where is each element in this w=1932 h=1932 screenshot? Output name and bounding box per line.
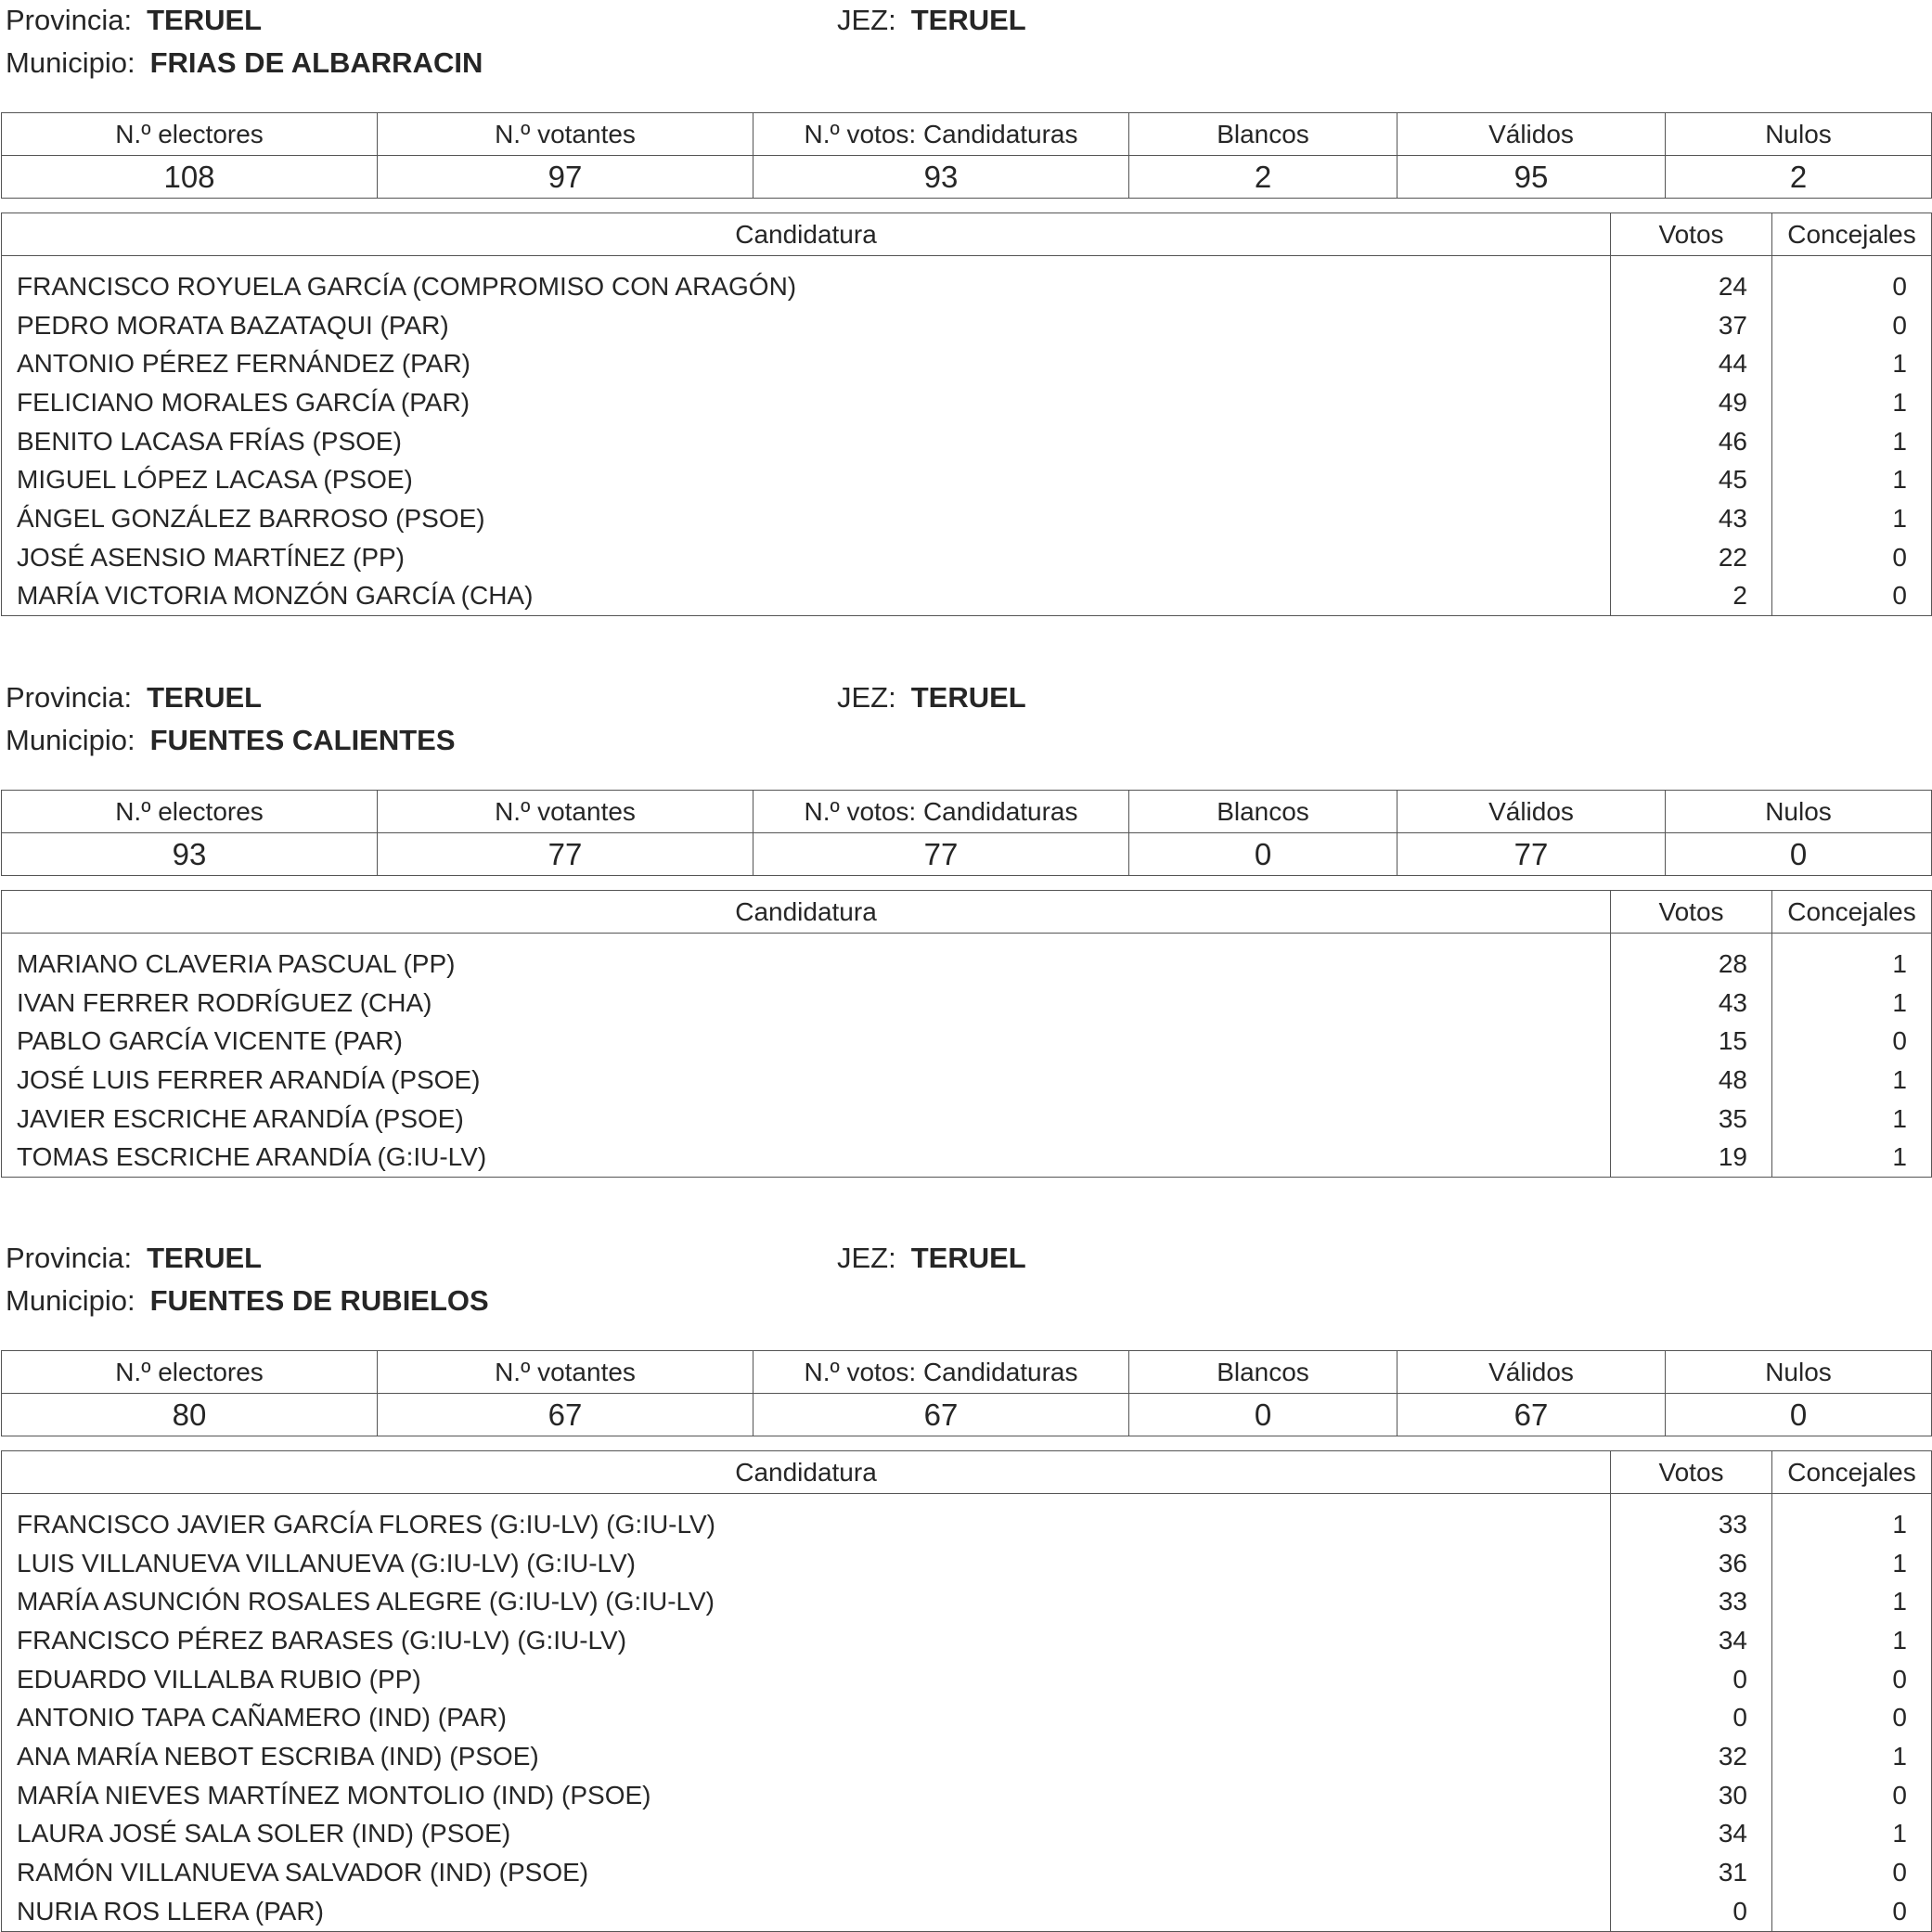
table-row (2, 1853, 1932, 1892)
candidatura-header: Candidatura (2, 1451, 1611, 1494)
table-row (2, 306, 1932, 345)
votos-candidaturas-value: 93 (753, 156, 1129, 199)
candidate-name: ANA MARÍA NEBOT ESCRIBA (IND) (PSOE) (2, 1737, 1611, 1776)
table-row (2, 1621, 1932, 1660)
candidate-votos: 0 (1611, 1660, 1772, 1699)
candidate-votos: 30 (1611, 1776, 1772, 1815)
candidaturas-table (1, 1450, 1932, 1932)
validos-value: 77 (1397, 833, 1666, 876)
candidate-votos: 31 (1611, 1853, 1772, 1892)
table-row (2, 1698, 1932, 1737)
candidate-concejales: 0 (1772, 577, 1932, 616)
candidate-name: RAMÓN VILLANUEVA SALVADOR (IND) (PSOE) (2, 1853, 1611, 1892)
provincia-line (6, 1242, 262, 1275)
votantes-header: N.º votantes (378, 113, 753, 156)
candidate-votos: 43 (1611, 984, 1772, 1023)
table-row (2, 1737, 1932, 1776)
provincia-line (6, 4, 262, 37)
candidate-name: JOSÉ ASENSIO MARTÍNEZ (PP) (2, 538, 1611, 577)
candidate-votos: 24 (1611, 267, 1772, 306)
candidate-votos: 28 (1611, 945, 1772, 984)
candidate-concejales: 0 (1772, 1776, 1932, 1815)
blancos-header: Blancos (1129, 1351, 1397, 1394)
candidate-votos: 46 (1611, 422, 1772, 461)
candidate-name: LAURA JOSÉ SALA SOLER (IND) (PSOE) (2, 1815, 1611, 1854)
candidate-name: FRANCISCO JAVIER GARCÍA FLORES (G:IU-LV) (G:IU-LV) (2, 1505, 1611, 1544)
provincia-value: TERUEL (147, 1242, 263, 1274)
table-row (2, 1892, 1932, 1931)
table-row (2, 499, 1932, 538)
candidate-concejales: 0 (1772, 306, 1932, 345)
candidate-votos: 0 (1611, 1698, 1772, 1737)
table-row (2, 1660, 1932, 1699)
table-row (2, 577, 1932, 616)
nulos-value: 0 (1666, 1394, 1932, 1436)
table-row (2, 1138, 1932, 1177)
blancos-header: Blancos (1129, 791, 1397, 833)
table-row (2, 1061, 1932, 1100)
votos-header: Votos (1611, 213, 1772, 256)
electores-value: 93 (2, 833, 378, 876)
votantes-header: N.º votantes (378, 791, 753, 833)
candidate-votos: 49 (1611, 383, 1772, 422)
candidate-name: MIGUEL LÓPEZ LACASA (PSOE) (2, 460, 1611, 499)
electores-header: N.º electores (2, 1351, 378, 1394)
validos-header: Válidos (1397, 113, 1666, 156)
candidate-concejales: 0 (1772, 1853, 1932, 1892)
votos-candidaturas-header: N.º votos: Candidaturas (753, 113, 1129, 156)
concejales-header: Concejales (1772, 891, 1932, 934)
jez-line (837, 4, 1026, 37)
jez-label: JEZ: (837, 4, 896, 36)
candidate-concejales: 1 (1772, 1621, 1932, 1660)
candidate-votos: 22 (1611, 538, 1772, 577)
jez-line (837, 681, 1026, 715)
candidate-name: MARÍA VICTORIA MONZÓN GARCÍA (CHA) (2, 577, 1611, 616)
electores-value: 108 (2, 156, 378, 199)
jez-value: TERUEL (910, 1242, 1026, 1274)
candidate-concejales: 0 (1772, 1892, 1932, 1931)
candidate-votos: 35 (1611, 1100, 1772, 1139)
provincia-label: Provincia: (6, 1242, 133, 1274)
candidate-concejales: 1 (1772, 1582, 1932, 1621)
table-row (2, 538, 1932, 577)
table-row (2, 984, 1932, 1023)
candidate-name: TOMAS ESCRICHE ARANDÍA (G:IU-LV) (2, 1138, 1611, 1177)
table-row (2, 344, 1932, 383)
candidatura-header: Candidatura (2, 891, 1611, 934)
votos-candidaturas-value: 77 (753, 833, 1129, 876)
nulos-value: 0 (1666, 833, 1932, 876)
table-row (2, 945, 1932, 984)
candidate-concejales: 1 (1772, 984, 1932, 1023)
candidate-votos: 15 (1611, 1022, 1772, 1061)
candidate-name: FRANCISCO ROYUELA GARCÍA (COMPROMISO CON ARAGÓN) (2, 267, 1611, 306)
candidate-votos: 43 (1611, 499, 1772, 538)
candidate-votos: 45 (1611, 460, 1772, 499)
nulos-header: Nulos (1666, 113, 1932, 156)
candidate-votos: 37 (1611, 306, 1772, 345)
municipio-value: FRIAS DE ALBARRACIN (149, 46, 483, 79)
candidate-name: IVAN FERRER RODRÍGUEZ (CHA) (2, 984, 1611, 1023)
table-row (2, 1022, 1932, 1061)
candidate-votos: 32 (1611, 1737, 1772, 1776)
candidaturas-table (1, 890, 1932, 1178)
candidate-votos: 34 (1611, 1621, 1772, 1660)
candidate-votos: 36 (1611, 1544, 1772, 1583)
table-row (2, 422, 1932, 461)
votos-candidaturas-header: N.º votos: Candidaturas (753, 1351, 1129, 1394)
candidate-concejales: 1 (1772, 383, 1932, 422)
nulos-header: Nulos (1666, 1351, 1932, 1394)
table-row (2, 1505, 1932, 1544)
candidate-name: BENITO LACASA FRÍAS (PSOE) (2, 422, 1611, 461)
table-row (2, 1582, 1932, 1621)
municipio-line (6, 1284, 489, 1318)
candidate-name: PABLO GARCÍA VICENTE (PAR) (2, 1022, 1611, 1061)
concejales-header: Concejales (1772, 213, 1932, 256)
blancos-value: 0 (1129, 833, 1397, 876)
table-row (2, 383, 1932, 422)
votos-header: Votos (1611, 1451, 1772, 1494)
candidate-name: FRANCISCO PÉREZ BARASES (G:IU-LV) (G:IU-LV) (2, 1621, 1611, 1660)
municipio-value: FUENTES CALIENTES (149, 724, 456, 756)
votantes-value: 97 (378, 156, 753, 199)
municipio-line (6, 724, 456, 757)
candidate-votos: 48 (1611, 1061, 1772, 1100)
candidate-name: MARÍA ASUNCIÓN ROSALES ALEGRE (G:IU-LV) (G:IU-LV) (2, 1582, 1611, 1621)
validos-value: 95 (1397, 156, 1666, 199)
municipio-value: FUENTES DE RUBIELOS (149, 1284, 489, 1317)
jez-label: JEZ: (837, 681, 896, 714)
municipio-label: Municipio: (6, 724, 135, 756)
candidatura-header: Candidatura (2, 213, 1611, 256)
nulos-header: Nulos (1666, 791, 1932, 833)
table-row (2, 267, 1932, 306)
validos-header: Válidos (1397, 1351, 1666, 1394)
table-row (2, 1815, 1932, 1854)
votantes-value: 77 (378, 833, 753, 876)
validos-header: Válidos (1397, 791, 1666, 833)
votos-candidaturas-value: 67 (753, 1394, 1129, 1436)
provincia-value: TERUEL (147, 4, 263, 36)
candidate-concejales: 1 (1772, 1100, 1932, 1139)
candidate-votos: 44 (1611, 344, 1772, 383)
validos-value: 67 (1397, 1394, 1666, 1436)
votos-header: Votos (1611, 891, 1772, 934)
jez-label: JEZ: (837, 1242, 896, 1274)
jez-value: TERUEL (910, 4, 1026, 36)
candidate-name: ANTONIO PÉREZ FERNÁNDEZ (PAR) (2, 344, 1611, 383)
candidate-concejales: 1 (1772, 1138, 1932, 1177)
candidate-concejales: 1 (1772, 945, 1932, 984)
municipio-label: Municipio: (6, 46, 135, 79)
candidate-votos: 33 (1611, 1582, 1772, 1621)
votos-candidaturas-header: N.º votos: Candidaturas (753, 791, 1129, 833)
candidate-concejales: 0 (1772, 1022, 1932, 1061)
candidate-concejales: 1 (1772, 344, 1932, 383)
jez-line (837, 1242, 1026, 1275)
candidate-concejales: 1 (1772, 1544, 1932, 1583)
candidate-concejales: 1 (1772, 422, 1932, 461)
candidate-votos: 34 (1611, 1815, 1772, 1854)
candidate-name: ÁNGEL GONZÁLEZ BARROSO (PSOE) (2, 499, 1611, 538)
candidate-name: ANTONIO TAPA CAÑAMERO (IND) (PAR) (2, 1698, 1611, 1737)
electores-header: N.º electores (2, 113, 378, 156)
candidate-concejales: 1 (1772, 499, 1932, 538)
provincia-label: Provincia: (6, 4, 133, 36)
jez-value: TERUEL (910, 681, 1026, 714)
candidate-concejales: 0 (1772, 267, 1932, 306)
candidate-name: JAVIER ESCRICHE ARANDÍA (PSOE) (2, 1100, 1611, 1139)
concejales-header: Concejales (1772, 1451, 1932, 1494)
candidate-concejales: 0 (1772, 538, 1932, 577)
table-row (2, 1544, 1932, 1583)
candidate-name: PEDRO MORATA BAZATAQUI (PAR) (2, 306, 1611, 345)
provincia-label: Provincia: (6, 681, 133, 714)
candidate-votos: 0 (1611, 1892, 1772, 1931)
candidate-votos: 2 (1611, 577, 1772, 616)
candidate-name: JOSÉ LUIS FERRER ARANDÍA (PSOE) (2, 1061, 1611, 1100)
blancos-value: 2 (1129, 156, 1397, 199)
candidate-name: MARÍA NIEVES MARTÍNEZ MONTOLIO (IND) (PSOE) (2, 1776, 1611, 1815)
stats-table (1, 112, 1932, 199)
candidate-concejales: 1 (1772, 1815, 1932, 1854)
stats-table (1, 1350, 1932, 1436)
candidate-name: LUIS VILLANUEVA VILLANUEVA (G:IU-LV) (G:IU-LV) (2, 1544, 1611, 1583)
candidate-name: FELICIANO MORALES GARCÍA (PAR) (2, 383, 1611, 422)
electores-header: N.º electores (2, 791, 378, 833)
candidaturas-table (1, 213, 1932, 616)
votantes-value: 67 (378, 1394, 753, 1436)
table-row (2, 1776, 1932, 1815)
candidate-name: MARIANO CLAVERIA PASCUAL (PP) (2, 945, 1611, 984)
candidate-concejales: 1 (1772, 1505, 1932, 1544)
candidate-concejales: 1 (1772, 1737, 1932, 1776)
blancos-header: Blancos (1129, 113, 1397, 156)
municipio-label: Municipio: (6, 1284, 135, 1317)
provincia-value: TERUEL (147, 681, 263, 714)
candidate-concejales: 1 (1772, 460, 1932, 499)
municipio-line (6, 46, 483, 80)
electores-value: 80 (2, 1394, 378, 1436)
candidate-name: EDUARDO VILLALBA RUBIO (PP) (2, 1660, 1611, 1699)
blancos-value: 0 (1129, 1394, 1397, 1436)
table-row (2, 1100, 1932, 1139)
candidate-concejales: 0 (1772, 1660, 1932, 1699)
stats-table (1, 790, 1932, 876)
nulos-value: 2 (1666, 156, 1932, 199)
table-row (2, 460, 1932, 499)
candidate-votos: 19 (1611, 1138, 1772, 1177)
provincia-line (6, 681, 262, 715)
candidate-votos: 33 (1611, 1505, 1772, 1544)
votantes-header: N.º votantes (378, 1351, 753, 1394)
candidate-concejales: 1 (1772, 1061, 1932, 1100)
candidate-concejales: 0 (1772, 1698, 1932, 1737)
candidate-name: NURIA ROS LLERA (PAR) (2, 1892, 1611, 1931)
